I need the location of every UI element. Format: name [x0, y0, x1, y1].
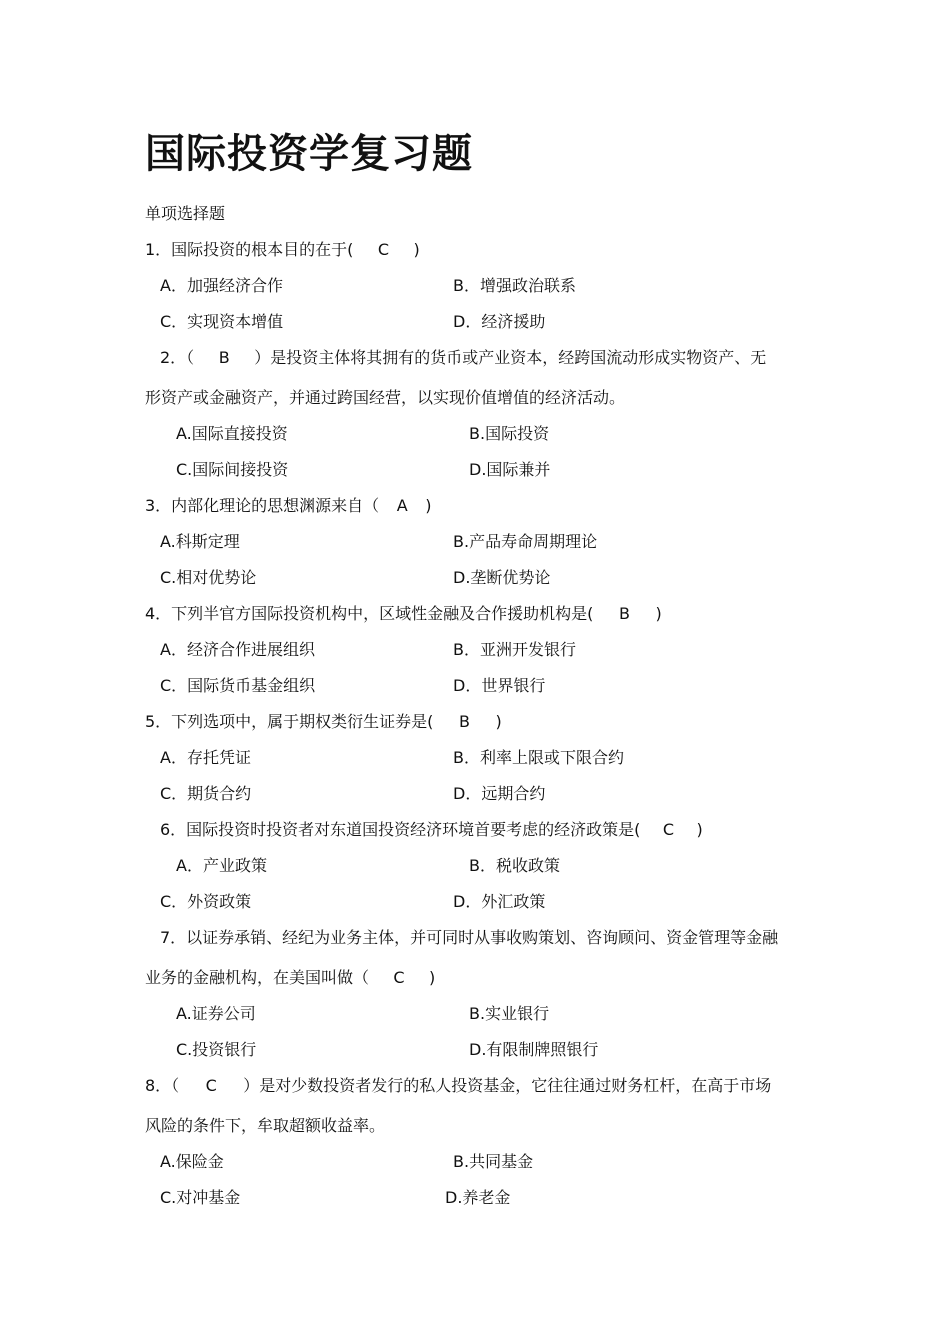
- question-4-stem: [145, 604, 662, 624]
- question-1-option-a: A．加强经济合作: [160, 276, 283, 295]
- question-7-close: ): [429, 968, 436, 987]
- question-3-option-d: D.垄断优势论: [453, 568, 551, 587]
- question-6-option-a: A．产业政策: [176, 856, 267, 875]
- question-4-text: 4．下列半官方国际投资机构中，区域性金融及合作援助机构是(: [145, 604, 594, 623]
- question-3-option-b: B.产品寿命周期理论: [453, 532, 598, 551]
- question-1-text: 1．国际投资的根本目的在于(: [145, 240, 354, 259]
- question-1-answer: C: [377, 240, 390, 259]
- question-4-option-c: C．国际货币基金组织: [160, 676, 316, 695]
- question-3-option-c: C.相对优势论: [160, 568, 257, 587]
- question-3-stem: [145, 496, 431, 516]
- question-2-option-d: D.国际兼并: [469, 460, 551, 479]
- question-4-option-d: D．世界银行: [453, 676, 546, 695]
- question-5-option-b: B．利率上限或下限合约: [453, 748, 624, 767]
- question-5-option-d: D．远期合约: [453, 784, 546, 803]
- question-8-text: 8．（: [145, 1076, 180, 1095]
- question-1-option-b: B．增强政治联系: [453, 276, 576, 295]
- question-1-stem: [145, 240, 420, 260]
- question-2-text: 2．（: [160, 348, 195, 367]
- question-8-stem-line2: 风险的条件下，牟取超额收益率。: [145, 1116, 386, 1135]
- question-8-option-b: B.共同基金: [453, 1152, 534, 1171]
- question-7-stem-line2: [145, 968, 435, 988]
- question-2-stem-line2: 形资产或金融资产，并通过跨国经营，以实现价值增值的经济活动。: [145, 388, 626, 407]
- question-1-option-c: C．实现资本增值: [160, 312, 284, 331]
- question-6-option-b: B．税收政策: [469, 856, 560, 875]
- question-7-stem: 7．以证券承销、经纪为业务主体，并可同时从事收购策划、咨询顾问、资金管理等金融: [160, 928, 779, 947]
- question-5-text: 5．下列选项中，属于期权类衍生证券是(: [145, 712, 434, 731]
- question-3-option-a: A.科斯定理: [160, 532, 240, 551]
- question-2-stem: [160, 348, 766, 368]
- question-8-answer: C: [205, 1076, 217, 1095]
- question-3-close: ): [425, 496, 432, 515]
- question-1-option-d: D．经济援助: [453, 312, 546, 331]
- question-5-option-c: C．期货合约: [160, 784, 252, 803]
- question-7-option-d: D.有限制牌照银行: [469, 1040, 599, 1059]
- question-4-option-b: B．亚洲开发银行: [453, 640, 576, 659]
- question-7-text: 业务的金融机构，在美国叫做（: [145, 968, 370, 987]
- question-8-text-cont: ）是对少数投资者发行的私人投资基金，它往往通过财务杠杆，在高于市场: [243, 1076, 772, 1095]
- question-3-answer: A: [396, 496, 408, 515]
- question-8-option-a: A.保险金: [160, 1152, 224, 1171]
- question-1-close: ): [413, 240, 420, 259]
- question-2-option-a: A.国际直接投资: [176, 424, 288, 443]
- question-4-close: ): [655, 604, 662, 623]
- question-6-close: ): [696, 820, 703, 839]
- question-5-answer: B: [458, 712, 470, 731]
- question-7-option-a: A.证券公司: [176, 1004, 256, 1023]
- question-7-option-c: C.投资银行: [176, 1040, 257, 1059]
- question-5-close: ): [495, 712, 502, 731]
- question-2-text-cont: ）是投资主体将其拥有的货币或产业资本，经跨国流动形成实物资产、无: [254, 348, 767, 367]
- question-6-option-d: D．外汇政策: [453, 892, 546, 911]
- question-6-answer: C: [662, 820, 675, 839]
- question-2-option-c: C.国际间接投资: [176, 460, 289, 479]
- question-7-option-b: B.实业银行: [469, 1004, 550, 1023]
- question-3-text: 3．内部化理论的思想渊源来自（: [145, 496, 380, 515]
- question-6-text: 6．国际投资时投资者对东道国投资经济环境首要考虑的经济政策是(: [160, 820, 641, 839]
- question-8-stem: [145, 1076, 771, 1096]
- question-6-stem: [160, 820, 703, 840]
- section-heading: 单项选择题: [145, 204, 226, 223]
- question-7-answer: C: [393, 968, 405, 987]
- question-5-option-a: A．存托凭证: [160, 748, 251, 767]
- question-4-option-a: A．经济合作进展组织: [160, 640, 315, 659]
- question-6-option-c: C．外资政策: [160, 892, 252, 911]
- question-2-answer: B: [218, 348, 230, 367]
- question-2-option-b: B.国际投资: [469, 424, 550, 443]
- question-5-stem: [145, 712, 502, 732]
- question-4-answer: B: [618, 604, 630, 623]
- question-8-option-d: D.养老金: [445, 1188, 511, 1207]
- question-8-option-c: C.对冲基金: [160, 1188, 241, 1207]
- document-title: 国际投资学复习题: [145, 131, 473, 177]
